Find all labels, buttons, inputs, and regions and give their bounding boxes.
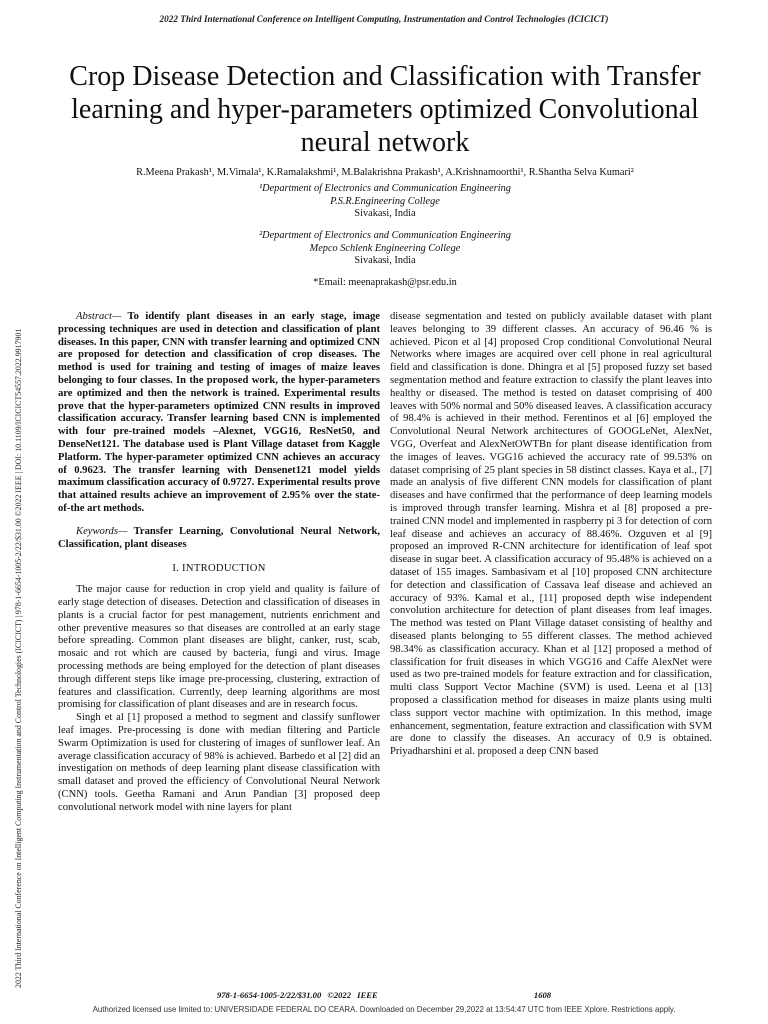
left-column — [58, 311, 380, 814]
page-footer — [0, 990, 768, 1000]
side-citation-text: 2022 Third International Conference on Intelligent Computing Instrumentation and Control Technologies (ICICICT) | 978-1-6654-1005-2/22/$31.00 ©2022 IEEE | DOI: 10.1109/ICICICT54557.2022.9917901 — [14, 328, 23, 988]
keywords — [58, 526, 380, 552]
abstract-label: Abstract— — [76, 311, 122, 322]
affiliation-2-dept: ²Department of Electronics and Communication Engineering — [259, 230, 511, 241]
affiliation-1-college: P.S.R.Engineering College — [330, 195, 440, 207]
paper-title: Crop Disease Detection and Classification with Transfer learning and hyper-parameters optimized Convolutional neural network — [69, 61, 701, 158]
abstract-text: To identify plant diseases in an early stage, image processing techniques are used in detection and classification of plant diseases. In this paper, CNN with transfer learning and optimized CNN are proposed for detection and classification of crop diseases. The method is used for training and testing of images of maize leaves belonging to four classes. In the proposed work, the hyper-parameters are optimized and then the network is trained. Experimental results prove that the hyper-parameters optimized CNN results in improved classification accuracy. Transfer learning based CNN is implemented with four pre-trained models –Alexnet, VGG16, ResNet50, and DenseNet121. The database used is Plant Village dataset from Kaggle Platform. The hyper-parameter optimized CNN achieves an accuracy of 0.9623. The transfer learning with Densenet121 model yields maximum classification accuracy of 0.9727. Experimental results prove that attained results achieve an improvement of 2.95% over the state-of-the art methods. — [58, 311, 380, 514]
keywords-label: Keywords— — [76, 525, 128, 537]
affiliation-1-dept: ¹Department of Electronics and Communication Engineering — [259, 183, 511, 194]
authorized-use-notice: Authorized licensed use limited to: UNIVERSIDADE FEDERAL DO CEARA. Downloaded on December 29,2022 at 13:54:47 UTC from IEEE Xplore. Restrictions apply. — [92, 1005, 676, 1014]
author-list: R.Meena Prakash¹, M.Vimala¹, K.Ramalakshmi¹, M.Balakrishna Prakash¹, A.Krishnamoorthi¹, R.Shantha Selva Kumari² — [136, 167, 634, 178]
section-heading-introduction: I. INTRODUCTION — [172, 563, 266, 575]
keywords-text: Transfer Learning, Convolutional Neural Network, Classification, plant diseases — [58, 525, 380, 550]
footer-isbn: 978-1-6654-1005-2/22/$31.00 ©2022 IEEE — [216, 990, 378, 1000]
affiliation-2-college: Mepco Schlenk Engineering College — [309, 242, 461, 254]
right-column — [390, 311, 712, 759]
affiliation-2 — [60, 230, 710, 268]
affiliation-2-city: Sivakasi, India — [354, 255, 416, 266]
right-column-paragraph: disease segmentation and tested on publicly available dataset with plant leaves belonging to 39 different classes. An accuracy of 96.46 % is achieved. Picon et al [4] proposed Crop conditional Convolutional Neural Networks where images are acquired over cell phone in real agricultural field and classification is done. Dhingra et al [5] proposed fuzzy set based segmentation method and feature extraction to classify the plant leaves into healthy or diseased. The method is tested on dataset comprising of 400 leaves with 50% normal and 50% diseased leaves. A classification accuracy of 98.4% is achieved in their method. Ferentinos et al [6] employed the Convolutional Neural Network architectures of GOOGLeNet, AlexNet, VGG, Overfeat and AlexNetOWTBn for plant disease identification from the images of leaves. VGG16 achieved the accuracy rate of 99.53% on dataset comprising of 25 plant species in 58 distinct classes. Kaya et al., [7] made an analysis of five different CNN models for classification of plant diseases and have confirmed that the performance of deep learning models is improved through transfer learning. Mishra et al [8] proposed a pre-trained CNN model and implemented in raspberry pi 3 for detection of corn leaf disease and achieves an accuracy of 88.46%. Ozguven et al [9] proposed an improved R-CNN architecture for identification of leaf spot disease in sugar beet. A classification accuracy of 95.48% is achieved on a dataset of 155 images. Sambasivam et al [10] proposed CNN architecture for detection and classification of Cassava leaf disease and achieved an accuracy of 93%. Kamal et al., [11] proposed depth wise independent convolution architecture for detection of plant diseases from leaf images. The method was tested on Plant Village dataset consisting of healthy and diseased plants belonging to 55 different classes. The method achieved 98.34% as classification accuracy. Khan et al [12] proposed a method of classification for fruit diseases in which VGG16 and Caffe AlexNet were used as two pre-trained models for feature extraction and for classification, multi class Support Vector Machine (SVM) is used. Leena et al [13] proposed a classification method for diseases in maize plants using multi class support vector machine with optimization. In this method, image enhancement, segmentation, feature extraction and classification with SVM are done to classify the diseases. An accuracy of 0.9 is obtained. Priyadharshini et al. proposed a deep CNN based — [390, 311, 712, 758]
affiliation-1-city: Sivakasi, India — [354, 208, 416, 219]
contact-email: *Email: meenaprakash@psr.edu.in — [313, 277, 457, 288]
conference-header: 2022 Third International Conference on Intelligent Computing, Instrumentation and Control Technologies (ICICICT) — [159, 14, 609, 24]
affiliation-1 — [60, 183, 710, 221]
page-number: 1608 — [533, 990, 552, 1000]
intro-paragraph-2: Singh et al [1] proposed a method to segment and classify sunflower leaf images. Pre-processing is done with median filtering and Particle Swarm Optimization is used for clustering of images of sunflower leaf. An average classification accuracy of 98% is achieved. Barbedo et al [2] did an investigation on methods of deep learning plant disease classification with small dataset and proved the efficiency of Convolutional Neural Network (CNN) tools. Geetha Ramani and Arun Pandian [3] proposed deep convolutional network model with nine layers for plant — [58, 712, 380, 813]
abstract — [58, 311, 380, 516]
intro-paragraph-1: The major cause for reduction in crop yield and quality is failure of early stage detection of diseases. Detection and classification of diseases in plants is a crucial factor for pest management, nutrients enrichment and other preventive measures so that diseases are controlled at an early stage before spreading. Common plant diseases are blight, canker, rust, scab, mosaic and rot which are caused by bacteria, fungi and virus. Image processing methods are being employed for the detection of plant diseases through different steps like image pre-processing, clustering, extraction of features and classification. Currently, deep learning algorithms are most promising for classification of plant diseases and are in research focus. — [58, 584, 380, 711]
